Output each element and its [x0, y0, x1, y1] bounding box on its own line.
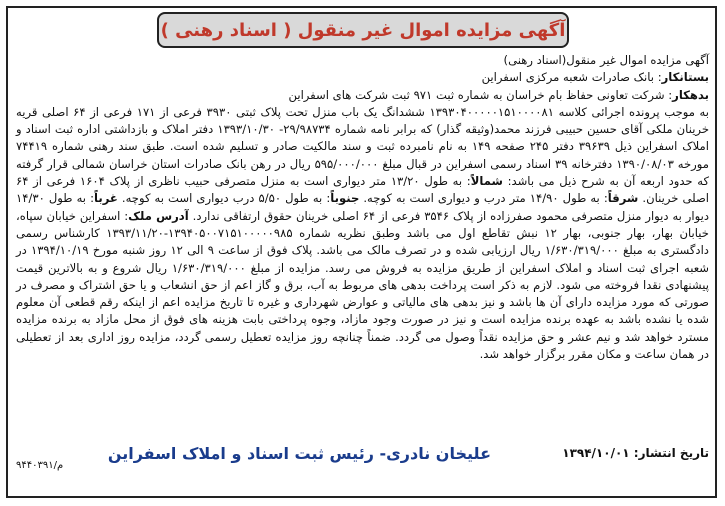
date-value: : ۱۳۹۴/۱۰/۰۱ [562, 446, 639, 460]
signer-name: علیخان نادری- رئیس ثبت اسناد و املاک اسفراین [107, 444, 491, 463]
debtor-text: : شرکت تعاونی حفاظ بام خراسان به شماره ثبت ۹۷۱ ثبت شرکت های اسفراین [288, 87, 673, 102]
address-label: آدرس ملک [128, 208, 189, 223]
para1-text: به موجب پرونده اجرائی کلاسه ۱۳۹۳۰۴۰۰۰۰۰۱۵۱۰۰۰۰۸۱ ششدانگ یک باب منزل تحت پلاک ثبتی ۳۹۳۰ فرعی از ۱۷۱ فرعی از ۶۴ اصلی قریه خرینان ملکی آقای حسین حبیبی فرزند محمد(وثیقه گذار) که برابر نامه شماره ۲۹/۹۸۷۳۴- ۱۳۹۳/۱۰/۳۰ دفتر املاک و بازداشتی اداره ثبت اسناد و املاک اسفراین ذیل ۳۹۶۳۹ دفتر ۲۴۵ صفحه ۱۴۹ به نام نامبرده ثبت و سند مالکیت صادر و تسلیم شده است. طبق سند رهنی شماره ۷۴۴۱۹ مورخه ۱۳۹۰/۰۸/۰۳ دفترخانه ۳۹ اسناد رسمی اسفراین در قبال مبلغ ۵۹۵/۰۰۰/۰۰۰ ریال در رهن بانک صادرات استان خراسان شمالی قرار گرفته که حدود اربعه آن به شرح ذیل می باشد: [16, 104, 710, 189]
notice-title: آگهی مزایده اموال غیر منقول ( اسناد رهنی ) [160, 19, 566, 41]
ad-code: ۹۴۴۰۳۹۱/م [16, 460, 64, 471]
notice-body [16, 52, 709, 363]
west-text: : به طول ۱۴/۳۰ دیوار به دیوار منزل متصرفی محمود صفرزاده از پلاک ۳۵۴۶ فرعی از ۶۴ اصلی خرینان حقوق ارتفاقی ندارد. [16, 191, 709, 223]
debtor-line [16, 87, 709, 104]
publish-date [562, 446, 709, 460]
east-label: شرقاً [607, 191, 639, 206]
address-text: : اسفراین خیابان سپاه، خیابان بهار، بهار جنوبی، بهار ۱۲ نبش تقاطع اول می باشد وطبق نظریه شماره ۱۳۹۴۰۵۰۰۷۱۵۱۰۰۰۰۰۹۸۵-۱۳۹۳/۱۱/۲۰ کارشناس رسمی دادگستری به مبلغ ۱/۶۳۰/۳۱۹/۰۰۰ ریال ارزیابی شده و در تصرف مالک می باشد. پلاک فوق از ساعت ۹ الی ۱۲ روز شنبه مورخ ۱۳۹۴/۱۰/۱۹ در شعبه اجرای ثبت اسناد و املاک اسفراین از طریق مزایده به فروش می رسد. مزایده از مبلغ ۱/۶۳۰/۳۱۹/۰۰۰ ریال شروع و به بالاترین قیمت پیشنهادی نقدا فروخته می شود. لازم به ذکر است پرداخت بدهی های مربوط به آب، برق و گاز اعم از حق انشعاب و یا حق اشتراک و مصرف در صورتی که مورد مزایده دارای آن ها باشد و نیز بدهی های مالیاتی و عوارض شهرداری و غیره تا تاریخ مزایده اعم از اینکه رقم قطعی آن معلوم شده یا نشده باشد به عهده برنده مزایده است و نیز در صورت وجود مازاد، وجوه پرداختی بابت هزینه های فوق از محل مازاد به برنده مزایده مسترد خواهد شد و نیم عشر و حق مزایده نقداً وصول می گردد. ضمناً چنانچه روز مزایده تعطیل رسمی گردد، مزایده روز اداری بعد از تعطیلی در همان ساعت و مکان مقرر برگزار خواهد شد. [16, 208, 709, 362]
creditor-label: بستانکار [661, 70, 709, 85]
main-paragraph [16, 104, 709, 363]
date-label: تاریخ انتشار [638, 446, 709, 460]
east-text: : به طول ۱۴/۹۰ متر درب و دیواری است به کوچه. [359, 191, 608, 206]
creditor-text: : بانک صادرات شعبه مرکزی اسفراین [481, 70, 662, 85]
north-label: شمالاً [470, 174, 503, 189]
south-label: جنوباً [330, 191, 360, 206]
debtor-label: بدهکار [672, 87, 709, 102]
south-text: : به طول ۵/۵۰ درب دیواری است به کوچه. [117, 191, 331, 206]
intro-line: آگهی مزایده اموال غیر منقول(اسناد رهنی) [503, 53, 709, 67]
notice-title-box [157, 12, 569, 48]
north-text: : به طول ۱۳/۲۰ متر دیواری است به منزل متصرفی حبیب ناظری از پلاک ۱۶۰۴ فرعی از ۶۴ اصلی خرینان. [16, 174, 710, 206]
notice-footer [16, 444, 709, 478]
west-label: غرباً [94, 191, 118, 206]
creditor-line [16, 69, 709, 86]
